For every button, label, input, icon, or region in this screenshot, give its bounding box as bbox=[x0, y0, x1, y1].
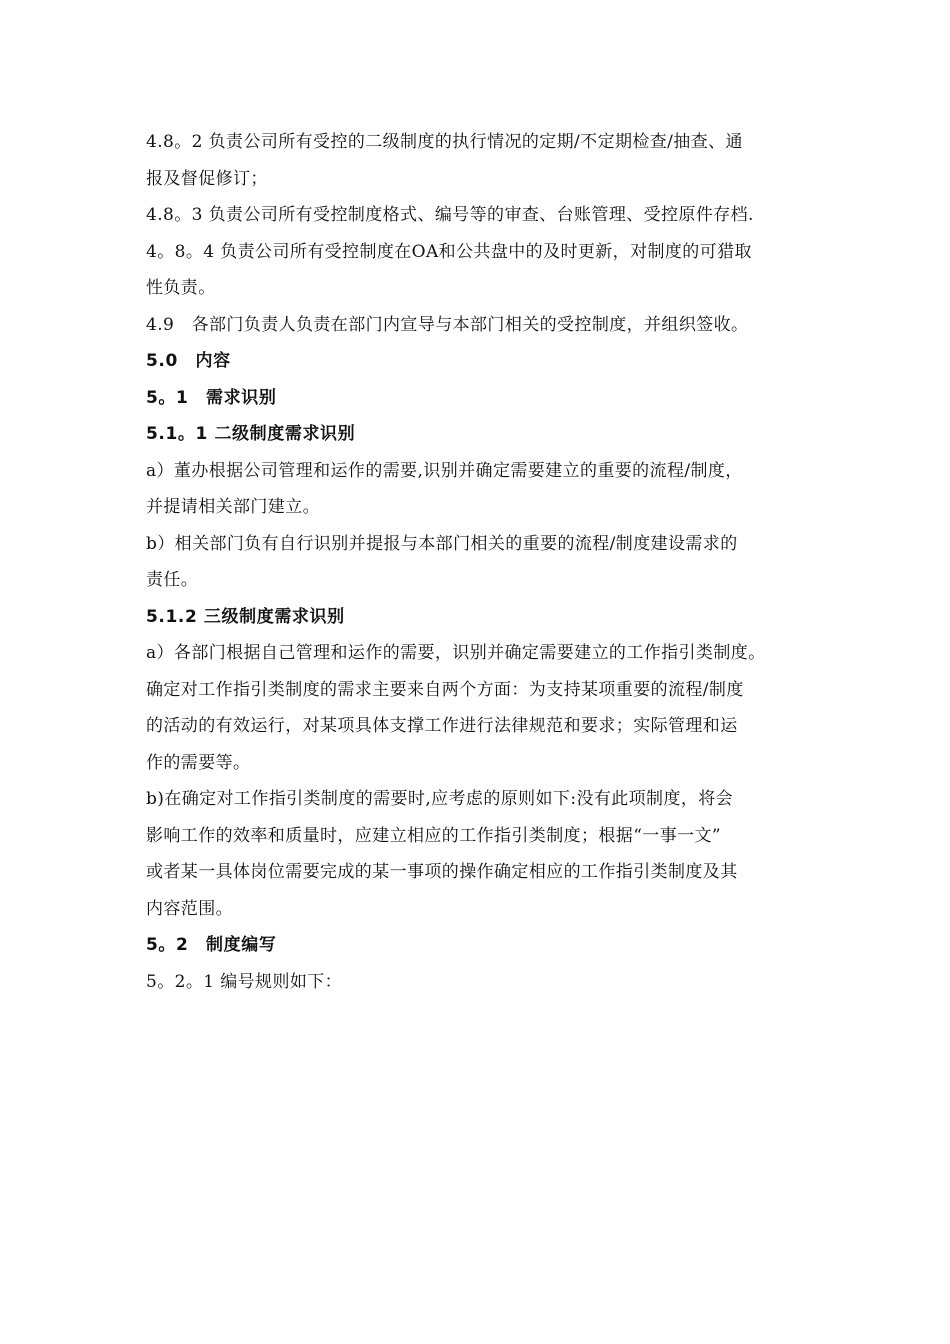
paragraph-line: 影响工作的效率和质量时，应建立相应的工作指引类制度；根据“一事一文” bbox=[146, 825, 721, 846]
paragraph-line: a）董办根据公司管理和运作的需要,识别并确定需要建立的重要的流程/制度， bbox=[146, 460, 743, 481]
paragraph-line: 并提请相关部门建立。 bbox=[146, 497, 320, 517]
paragraph-line: a）各部门根据自己管理和运作的需要，识别并确定需要建立的工作指引类制度。 bbox=[146, 643, 766, 663]
paragraph-line: 或者某一具体岗位需要完成的某一事项的操作确定相应的工作指引类制度及其 bbox=[146, 862, 738, 882]
section-heading: 5.1.2 三级制度需求识别 bbox=[146, 606, 345, 627]
paragraph-line: 4.8。2 负责公司所有受控的二级制度的执行情况的定期/不定期检查/抽查、通 bbox=[146, 132, 743, 152]
paragraph-line: 4。8。4 负责公司所有受控制度在OA和公共盘中的及时更新，对制度的可猎取 bbox=[146, 241, 752, 262]
paragraph-line: 确定对工作指引类制度的需求主要来自两个方面：为支持某项重要的流程/制度 bbox=[146, 679, 744, 700]
section-heading: 5。2 制度编写 bbox=[146, 935, 277, 955]
section-heading: 5.0 内容 bbox=[146, 351, 231, 371]
paragraph-line: 5。2。1 编号规则如下： bbox=[146, 971, 343, 992]
paragraph-line: 的活动的有效运行，对某项具体支撑工作进行法律规范和要求；实际管理和运 bbox=[146, 716, 738, 736]
section-heading: 5。1 需求识别 bbox=[146, 387, 277, 408]
document-body bbox=[146, 124, 816, 1000]
paragraph-line: b）相关部门负有自行识别并提报与本部门相关的重要的流程/制度建设需求的 bbox=[146, 533, 738, 554]
section-heading: 5.1。1 二级制度需求识别 bbox=[146, 424, 356, 444]
paragraph-line: 责任。 bbox=[146, 570, 199, 590]
paragraph-line: 性负责。 bbox=[146, 278, 216, 298]
paragraph-line: 4.8。3 负责公司所有受控制度格式、编号等的审查、台账管理、受控原件存档. bbox=[146, 205, 754, 225]
paragraph-line: 4.9 各部门负责人负责在部门内宣导与本部门相关的受控制度，并组织签收。 bbox=[146, 314, 749, 335]
paragraph-line: 作的需要等。 bbox=[146, 752, 251, 773]
paragraph-line: 报及督促修订； bbox=[146, 168, 268, 189]
paragraph-line: 内容范围。 bbox=[146, 898, 233, 919]
paragraph-line: b)在确定对工作指引类制度的需要时,应考虑的原则如下:没有此项制度，将会 bbox=[146, 789, 734, 809]
